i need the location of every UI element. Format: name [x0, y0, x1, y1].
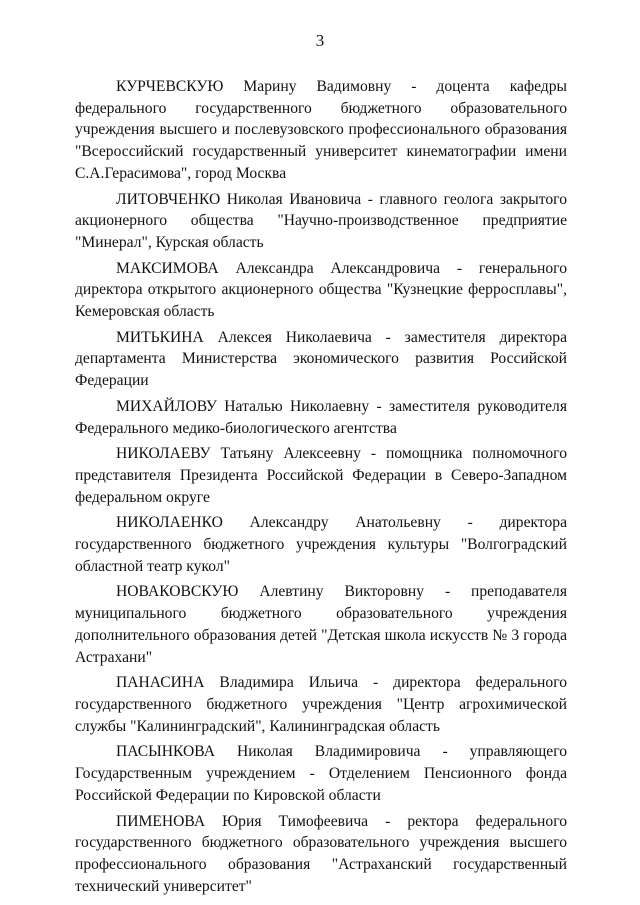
award-entry: НИКОЛАЕВУ Татьяну Алексеевну - помощника полномочного представителя Президента Российской Федерации в Северо-Западном федеральном округе	[75, 445, 567, 506]
award-entry: МИТЬКИНА Алексея Николаевича - заместителя директора департамента Министерства экономического развития Российской Федерации	[75, 328, 567, 390]
award-entry: НИКОЛАЕНКО Александру Анатольевну - директора государственного бюджетного учреждения культуры "Волгоградский областной театр кукол"	[75, 514, 567, 575]
award-entry: ПАНАСИНА Владимира Ильича - директора федерального государственного бюджетного учреждения "Центр агрохимической службы "Калининградский", Калининградская область	[75, 674, 567, 735]
award-entry: ПИМЕНОВА Юрия Тимофеевича - ректора федерального государственного бюджетного образовательного учреждения высшего профессионального образования "Астраханский государственный технический университет"	[75, 812, 567, 895]
page-number: 3	[315, 31, 325, 50]
award-entry: МАКСИМОВА Александра Александровича - генерального директора открытого акционерного общества "Кузнецкие ферросплавы", Кемеровская область	[75, 259, 567, 321]
award-entry: МИХАЙЛОВУ Наталью Николаевну - заместителя руководителя Федерального медико-биологического агентства	[75, 397, 567, 437]
award-entry: КУРЧЕВСКУЮ Марину Вадимовну - доцента кафедры федерального государственного бюджетного образовательного учреждения высшего и послевузовского профессионального образования "Всероссийский государственный университет кинематографии имени С.А.Герасимова", город Москва	[75, 78, 567, 182]
award-entry: ЛИТОВЧЕНКО Николая Ивановича - главного геолога закрытого акционерного общества "Научно-производственное предприятие "Минерал", Курская область	[75, 190, 567, 251]
award-entry: НОВАКОВСКУЮ Алевтину Викторовну - преподавателя муниципального бюджетного образовательного учреждения дополнительного образования детей "Детская школа искусств № 3 города Астрахани"	[75, 583, 567, 666]
document-body	[75, 76, 567, 901]
award-entry: ПАСЫНКОВА Николая Владимировича - управляющего Государственным учреждением - Отделением Пенсионного фонда Российской Федерации по Кировской области	[75, 743, 567, 804]
